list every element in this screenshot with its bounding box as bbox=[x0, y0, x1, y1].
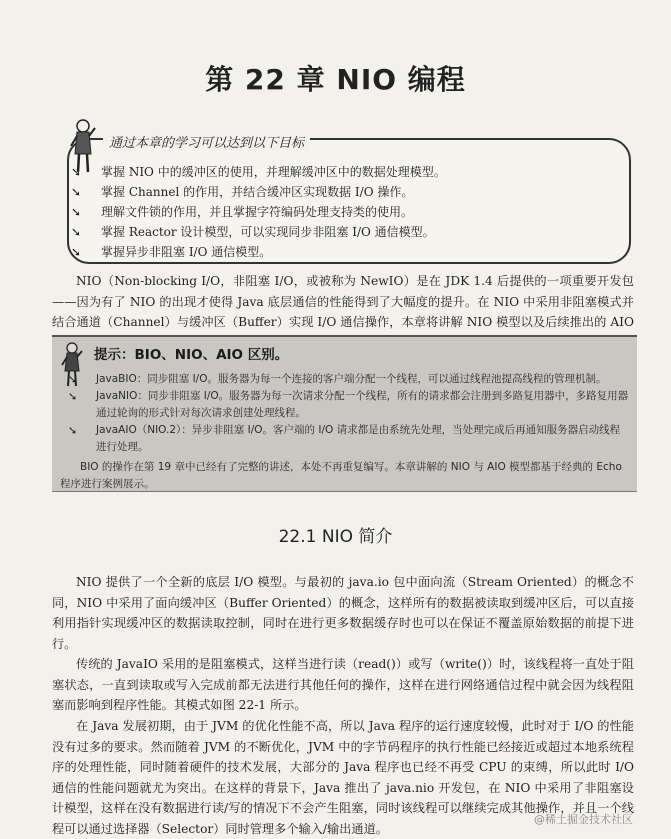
goals-heading: 通过本章的学习可以达到以下目标 bbox=[103, 132, 310, 151]
tip-box bbox=[52, 335, 637, 492]
tip-list bbox=[52, 371, 637, 456]
arrow-bullet-icon: ➘ bbox=[68, 373, 78, 386]
arrow-bullet-icon: ➘ bbox=[68, 390, 78, 403]
goal-item: ➘ 掌握异步非阻塞 I/O 通信模型。 bbox=[71, 245, 272, 259]
tip-item: ➘ JavaBIO：同步阻塞 I/O。服务器为每一个连接的客户端分配一个线程，可以通过线程池提高线程的管理机制。 bbox=[68, 373, 607, 386]
section-title: 22.1 NIO 简介 bbox=[278, 527, 393, 547]
goal-item: ➘ 掌握 Channel 的作用，并结合缓冲区实现数据 I/O 操作。 bbox=[71, 185, 414, 199]
tip-footer: BIO 的操作在第 19 章中已经有了完整的讲述，本处不再重复编写。本章讲解的 NIO 与 AIO 模型都基于经典的 Echo 程序进行案例展示。 bbox=[60, 461, 622, 490]
arrow-bullet-icon: ➘ bbox=[71, 185, 82, 199]
goals-list bbox=[55, 162, 446, 262]
tip-item: ➘ JavaNIO：同步非阻塞 I/O。服务器为每一次请求分配一个线程，所有的请求都会注册到多路复用器中，多路复用器通过轮询的形式针对每次请求创建处理线程。 bbox=[68, 390, 629, 419]
chapter-title: 第 22 章 NIO 编程 bbox=[205, 63, 466, 96]
learning-goals bbox=[55, 118, 637, 270]
tip-item: ➘ JavaAIO（NIO.2）：异步非阻塞 I/O。客户端的 I/O 请求都是由系统先处理，当处理完成后再通知服务器启动线程进行处理。 bbox=[68, 424, 621, 453]
section-paragraph: 在 Java 发展初期，由于 JVM 的优化性能不高，所以 Java 程序的运行速度较慢，此时对于 I/O 的性能没有过多的要求。然而随着 JVM 的不断优化，JVM 中的字节码程序的执行性能已经接近或超过本地系统程序的处理性能，同时随着硬件的技术发展，大部分的 Java 程序也已经不再受 CPU 的束缚，所以此时 I/O 通信的性能问题就尤为突出。在这样的背景下，Java 推出了 java.nio 开发包，在 NIO 中采用了非阻塞设计模型，这样在没有数据进行读/写的情况下不会产生阻塞，同时该线程可以继续完成其他操作，并且一个线程可以通过选择器（Selector）同时管理多个输入/输出通道。 bbox=[52, 719, 634, 836]
arrow-bullet-icon: ➘ bbox=[71, 225, 82, 239]
watermark: @稀土掘金技术社区 bbox=[534, 813, 633, 826]
arrow-bullet-icon: ➘ bbox=[71, 245, 82, 259]
section-paragraph: NIO 提供了一个全新的底层 I/O 模型。与最初的 java.io 包中面向流（Stream Oriented）的概念不同，NIO 中采用了面向缓冲区（Buffer Oriented）的概念，这样所有的数据被读取到缓冲区后，可以直接利用指针实现缓冲区的数据读取控制，同时在进行更多数据缓存时也可以在保证不覆盖原始数据的前提下进行。 bbox=[52, 575, 634, 651]
tip-heading: 提示：BIO、NIO、AIO 区别。 bbox=[94, 347, 289, 363]
goal-item: ➘ 掌握 NIO 中的缓冲区的使用，并理解缓冲区中的数据处理模型。 bbox=[71, 165, 446, 179]
goal-item: ➘ 理解文件锁的作用，并且掌握字符编码处理支持类的使用。 bbox=[71, 205, 414, 219]
section-paragraph: 传统的 JavaIO 采用的是阻塞模式，这样当进行读（read()）或写（write()）时，该线程将一直处于阻塞状态，一直到读取或写入完成前都无法进行其他任何的操作，这样在进行网络通信过程中就会因为线程阻塞而影响到程序性能。其模式如图 22-1 所示。 bbox=[52, 657, 634, 712]
arrow-bullet-icon: ➘ bbox=[68, 424, 78, 437]
goal-item: ➘ 掌握 Reactor 设计模型，可以实现同步非阻塞 I/O 通信模型。 bbox=[71, 225, 435, 239]
intro-paragraph: NIO（Non-blocking I/O，非阻塞 I/O，或被称为 NewIO）是在 JDK 1.4 后提供的一项重要开发包——因为有了 NIO 的出现才使得 Java 底层通信的性能得到了大幅度的提升。在 NIO 中采用非阻塞模式并结合通道（Channel）与缓冲区（Buffer）实现 I/O 通信操作，本章将讲解 NIO 模型以及后续推出的 AIO bbox=[52, 274, 634, 329]
arrow-bullet-icon: ➘ bbox=[71, 205, 82, 219]
arrow-bullet-icon: ➘ bbox=[71, 165, 82, 179]
